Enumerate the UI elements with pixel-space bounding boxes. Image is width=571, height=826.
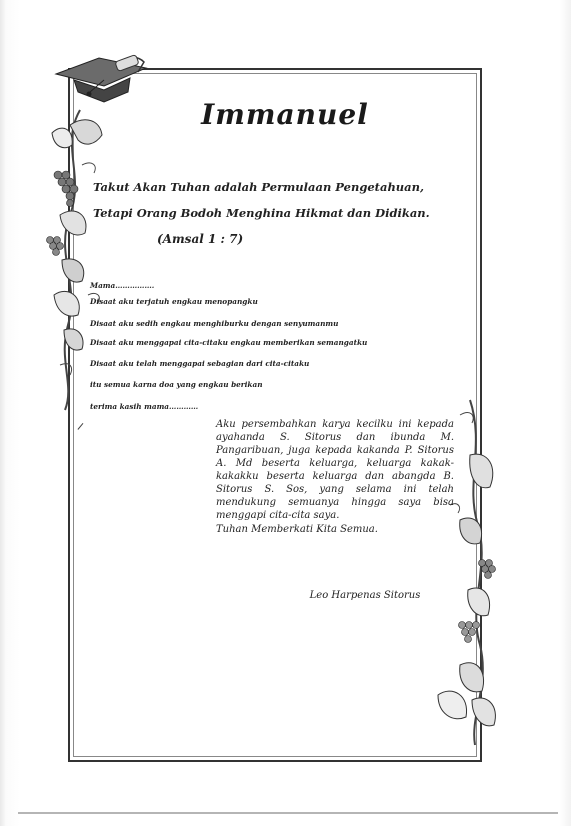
page-border-frame — [68, 68, 482, 762]
poem-line: Mama……………. — [90, 281, 155, 290]
author-name: Leo Harpenas Sitorus — [309, 590, 421, 601]
page-title: Immanuel — [201, 98, 369, 131]
poem-line: Disaat aku terjatuh engkau menopangku — [90, 297, 258, 306]
verse-reference: (Amsal 1 : 7) — [157, 232, 244, 246]
verse-line-2: Tetapi Orang Bodoh Menghina Hikmat dan Didikan. — [93, 206, 430, 220]
graduation-cap-icon — [54, 52, 149, 107]
grape-vine-left-decoration — [40, 105, 115, 415]
poem-line: itu semua karna doa yang engkau berikan — [90, 380, 263, 389]
dedication-paragraph: Aku persembahkan karya kecilku ini kepada ayahanda S. Sitorus dan ibunda M. Pangaribuan, juga kepada kakanda P. Sitorus A. Md beserta keluarga, keluarga kakak-kakakku beserta keluarga dan abangda B. Sitorus S. Sos, yang selama ini telah mendukung semuanya hingga saya bisa menggapi cita-cita saya. — [216, 419, 454, 521]
poem-line: Disaat aku sedih engkau menghiburku dengan senyumanmu — [90, 319, 339, 328]
verse-line-1: Takut Akan Tuhan adalah Permulaan Pengetahuan, — [93, 180, 424, 194]
poem-line: Disaat aku menggapai cita-citaku engkau memberikan semangatku — [90, 338, 368, 347]
closing-blessing: Tuhan Memberkati Kita Semua. — [216, 524, 378, 535]
poem-line: terima kasih mama………… — [90, 402, 199, 411]
page-edge-line — [18, 812, 558, 814]
poem-line: Disaat aku telah menggapai sebagian dari cita-citaku — [90, 359, 310, 368]
